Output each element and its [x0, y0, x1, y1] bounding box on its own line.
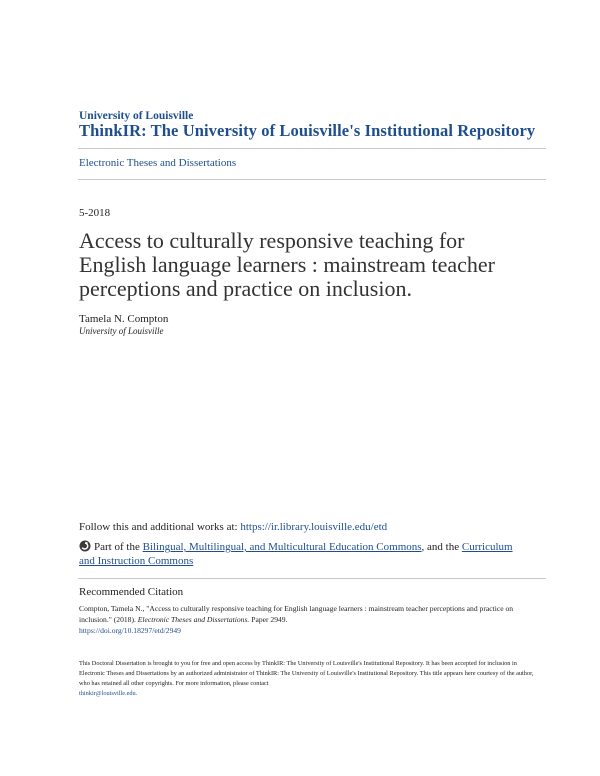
- connector-text: , and the: [421, 541, 460, 553]
- access-notice: [79, 659, 539, 699]
- part-of-line: [79, 540, 529, 568]
- follow-label: Follow this and additional works at:: [79, 521, 238, 533]
- curriculum-commons-link[interactable]: Curriculum and Instruction Commons: [79, 541, 513, 567]
- publication-date: 5-2018: [79, 207, 111, 219]
- document-title: Access to culturally responsive teaching for English language learners : mainstream teacher perceptions and practice on inclusion.: [79, 228, 495, 301]
- divider-bottom: [78, 179, 546, 180]
- citation-source: Electronic Theses and Dissertations.: [137, 615, 250, 624]
- follow-line: [79, 521, 387, 533]
- divider-top: [78, 148, 546, 149]
- citation-heading: Recommended Citation: [79, 586, 184, 598]
- open-access-icon: [79, 540, 91, 552]
- doi-link[interactable]: https://doi.org/10.18297/etd/2949: [79, 626, 181, 635]
- contact-email-link[interactable]: thinkir@louisville.edu.: [79, 690, 138, 697]
- citation-text: [79, 603, 531, 636]
- citation-paper: Paper 2949.: [251, 615, 288, 624]
- bilingual-commons-link[interactable]: Bilingual, Multilingual, and Multicultural Education Commons: [142, 541, 422, 553]
- part-of-label: Part of the: [94, 541, 140, 553]
- author-name: Tamela N. Compton: [79, 313, 169, 325]
- notice-text: This Doctoral Dissertation is brought to you for free and open access by ThinkIR: The University of Louisville's Institutional Repository. It has been accepted for inclusion in Electronic Theses and Dissertations by an authorized administrator of ThinkIR: The University of Louisville's Institutional Repository. This title appears here courtesy of the author, who has retained all other copyrights. For more information, please contact: [79, 660, 534, 687]
- etd-url-link[interactable]: https://ir.library.louisville.edu/etd: [240, 521, 388, 533]
- divider-citation: [78, 578, 546, 579]
- author-affiliation: University of Louisville: [79, 326, 164, 336]
- collection-link[interactable]: Electronic Theses and Dissertations: [79, 157, 237, 169]
- institution-name[interactable]: University of Louisville: [79, 110, 194, 122]
- repository-name[interactable]: ThinkIR: The University of Louisville's Institutional Repository: [79, 121, 536, 140]
- citation-main: Compton, Tamela N., "Access to culturally responsive teaching for English language learners : mainstream teacher perceptions and practice on inclusion." (2018).: [79, 604, 514, 624]
